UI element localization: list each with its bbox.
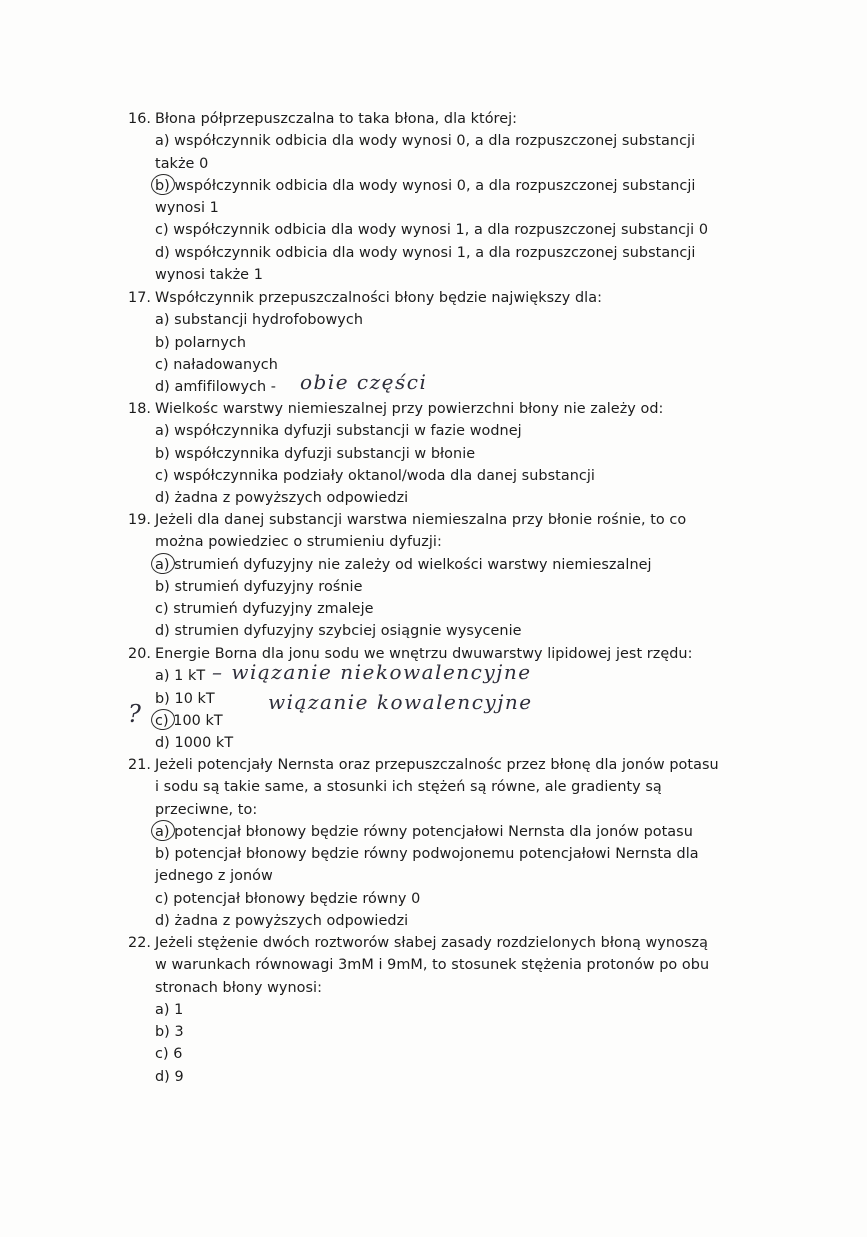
question-18 [128,398,768,509]
option-b-continued: jednego z jonów [155,868,273,885]
option-a: a) substancji hydrofobowych [155,312,363,329]
question-number: 18. [128,401,152,417]
option-d-continued: wynosi także 1 [155,267,263,284]
option-d: d) żadna z powyższych odpowiedzi [155,913,409,930]
question-stem-continued-2: stronach błony wynosi: [155,979,322,996]
handwritten-note-q17: obie części [300,370,428,394]
question-stem: Współczynnik przepuszczalności błony będzie największy dla: [155,290,602,306]
option-c: c) współczynnika podziały oktanol/woda dla danej substancji [155,467,595,484]
option-b: b) potencjał błonowy będzie równy podwojonemu potencjałowi Nernsta dla [155,846,699,863]
question-stem: Energie Borna dla jonu sodu we wnętrzu dwuwarstwy lipidowej jest rzędu: [155,646,693,662]
question-stem-continued: w warunkach równowagi 3mM i 9mM, to stosunek stężenia protonów po obu [155,957,710,974]
option-b: b) polarnych [155,334,247,351]
option-c: c) strumień dyfuzyjny zmaleje [155,601,374,618]
answer-circle: a) [155,554,170,576]
option-a: a) potencjał błonowy będzie równy potencjałowi Nernsta dla jonów potasu [128,821,768,843]
question-number: 16. [128,111,152,127]
option-c: c) naładowanych [155,356,278,373]
option-d: d) amfifilowych - [155,379,277,396]
question-number: 22. [128,935,152,951]
option-d: d) współczynnik odbicia dla wody wynosi 1, a dla rozpuszczonej substancji [155,244,696,261]
question-number: 19. [128,512,152,528]
option-a: a) 1 kT [155,668,206,685]
handwritten-question-mark: ? [128,700,141,728]
option-c: c) 6 [155,1046,183,1063]
question-number: 20. [128,646,152,662]
option-c: c) współczynnik odbicia dla wody wynosi 1, a dla rozpuszczonej substancji 0 [155,222,709,239]
option-a: a) strumień dyfuzyjny nie zależy od wielkości warstwy niemieszalnej [128,554,768,576]
answer-circle: c) [155,710,169,732]
answer-circle: b) [155,175,170,197]
option-a: a) 1 [155,1001,184,1018]
question-22 [128,932,768,1088]
question-number: 21. [128,757,152,773]
question-stem: Jeżeli potencjały Nernsta oraz przepuszczalnośc przez błonę dla jonów potasu [155,757,719,773]
question-stem: Wielkośc warstwy niemieszalnej przy powierzchni błony nie zależy od: [155,401,664,417]
question-stem: Błona półprzepuszczalna to taka błona, dla której: [155,111,518,127]
option-b: b) 3 [155,1024,184,1041]
handwritten-note-q20-c: wiązanie kowalencyjne [268,690,533,714]
option-a-continued: także 0 [155,155,209,172]
option-d: d) 1000 kT [155,735,234,752]
question-21 [128,754,768,932]
question-19 [128,509,768,643]
option-b: b) strumień dyfuzyjny rośnie [155,578,363,595]
question-number: 17. [128,290,152,306]
option-c: c) potencjał błonowy będzie równy 0 [155,890,421,907]
option-b: b) współczynnika dyfuzji substancji w błonie [155,445,476,462]
question-stem-continued: i sodu są takie same, a stosunki ich stężeń są równe, ale gradienty są [155,779,662,796]
question-stem-continued: można powiedziec o strumieniu dyfuzji: [155,534,442,551]
option-d: d) 9 [155,1068,184,1085]
question-stem-continued-2: przeciwne, to: [155,801,258,818]
option-a: a) współczynnika dyfuzji substancji w fazie wodnej [155,423,522,440]
option-b-continued: wynosi 1 [155,200,219,217]
option-d: d) żadna z powyższych odpowiedzi [155,490,409,507]
option-d: d) strumien dyfuzyjny szybciej osiągnie wysycenie [155,623,522,640]
question-stem: Jeżeli dla danej substancji warstwa niemieszalna przy błonie rośnie, to co [155,512,687,528]
answer-circle: a) [155,821,170,843]
option-c: c) 100 kT [128,710,768,732]
option-b: b) współczynnik odbicia dla wody wynosi 0, a dla rozpuszczonej substancji [128,175,768,197]
handwritten-note-q20-a: – wiązanie niekowalencyjne [212,660,532,684]
question-16 [128,108,768,286]
question-17 [128,287,768,398]
option-a: a) współczynnik odbicia dla wody wynosi 0, a dla rozpuszczonej substancji [155,133,696,150]
option-b: b) 10 kT [155,690,215,707]
question-stem: Jeżeli stężenie dwóch roztworów słabej zasady rozdzielonych błoną wynoszą [155,935,708,951]
